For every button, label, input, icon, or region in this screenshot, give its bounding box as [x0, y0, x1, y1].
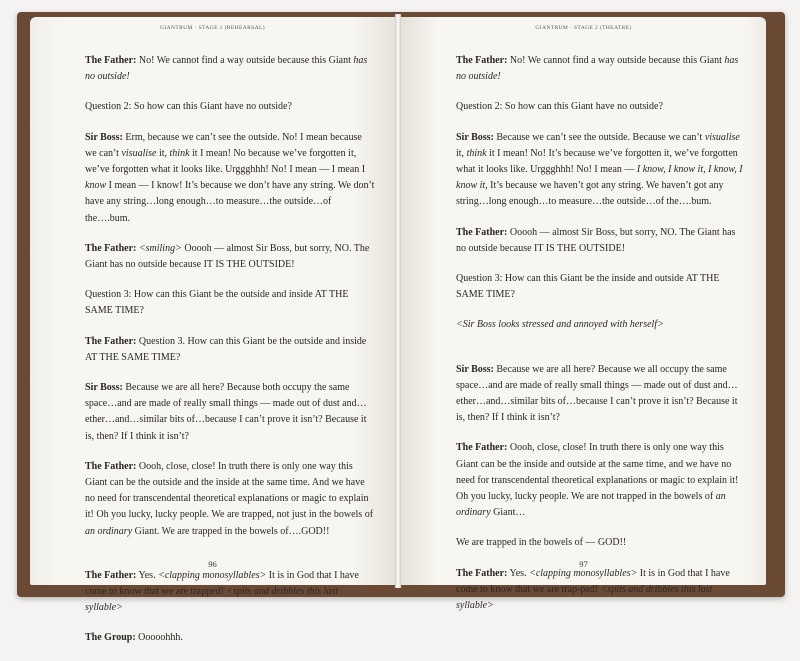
dialogue-text: No! We cannot find a way outside because this Giant — [136, 55, 354, 66]
dialogue-text: It is in God that I have come to know that we are trap-ped! — [456, 567, 730, 595]
dialogue-text: Question 3: How can this Giant be the inside and outside AT THE SAME TIME? — [456, 273, 720, 301]
italic-text: has no outside! — [85, 55, 368, 83]
speaker-name: The Father: — [85, 335, 137, 347]
page-text — [456, 53, 746, 628]
script-paragraph — [456, 99, 746, 115]
dialogue-text: Oooh, close, close! In truth there is only one way this Giant can be the outside and the inside at the same time. And we have no need for transcendental theoretical explanations or magic to explain it! Oh you lucky, lucky people. We are trapped, not just in the bowels of — [85, 460, 374, 521]
page-number: 97 — [579, 559, 588, 569]
dialogue-text: Because we are all here? Because both occupy the same space…and are made of really small things — made out of dust and…ether…and…similar bits of…because I can’t prove it isn’t? Because it is, then? If I think it isn’t? — [85, 382, 367, 442]
dialogue-text: Because we are all here? Because we all occupy the same space…and are made of really small things — made out of dust and…ether…and…similar bits of…because I can’t prove it isn’t? Because it is, then? If I think it isn’t? — [456, 363, 738, 424]
page-number: 96 — [208, 559, 217, 569]
dialogue-text: Yes. — [507, 567, 530, 579]
script-paragraph — [456, 566, 746, 615]
speaker-name: The Father: — [85, 55, 137, 66]
italic-text: I know, I know it, I know, I know it, — [456, 164, 743, 192]
speaker-name: The Father: — [85, 460, 137, 472]
speaker-name: The Father: — [456, 567, 508, 579]
italic-text: visualise — [121, 147, 157, 159]
running-header: GIANTRUM · STAGE 1 (REHEARSAL) — [159, 25, 266, 31]
script-paragraph — [456, 440, 746, 521]
script-paragraph — [456, 362, 746, 427]
dialogue-text: It’s because we haven’t got any string. We haven’t got any string…long enough…to measure…the outside…of the….bum. — [456, 180, 724, 208]
dialogue-text: it I mean! No! It’s because we’ve forgotten it, we’ve forgotten what it looks like. Urggghhh! No! I mean — — [456, 147, 738, 176]
dialogue-text: Erm, because we can’t see the outside. No! I mean because we can’t — [85, 131, 362, 159]
dialogue-text: I mean — I know! It’s because we don’t have any string. We don’t have any string…long enough…to measure…the outside…of the….bum. — [85, 180, 375, 224]
script-paragraph — [456, 271, 746, 303]
italic-text: <smiling> — [138, 242, 182, 254]
speaker-name: Sir Boss: — [456, 131, 494, 143]
script-paragraph — [85, 241, 375, 273]
dialogue-text: it, — [456, 147, 467, 159]
blank-line — [456, 348, 746, 362]
dialogue-text: Question 3. How can this Giant be the outside and inside AT THE SAME TIME? — [85, 335, 367, 363]
italic-text: think — [466, 147, 487, 159]
dialogue-text: it I mean! No because we’ve forgotten it, we’ve forgotten what it looks like. Urggghhh! No! I mean — I mean I — [85, 147, 366, 176]
italic-text: think — [169, 147, 190, 159]
speaker-name: Sir Boss: — [85, 131, 123, 143]
script-paragraph — [456, 53, 746, 85]
dialogue-text: Question 3: How can this Giant be the outside and inside AT THE SAME TIME? — [85, 289, 349, 317]
dialogue-text: Yes. — [136, 569, 159, 581]
script-paragraph — [456, 225, 746, 257]
italic-text: <clapping monosyllables> — [158, 569, 267, 581]
dialogue-text: Oooh, close, close! In truth there is only one way this Giant can be the inside and outside at the same time, and we have no need for transcendental theoretical explanations or magic to explain it! Oh you lucky, lucky people. We are not trapped in the bowels of — [456, 442, 739, 503]
script-paragraph — [85, 99, 375, 115]
dialogue-text: Giant… — [490, 507, 526, 519]
page-text — [85, 53, 375, 661]
script-paragraph — [85, 287, 375, 319]
dialogue-text: Question 2: So how can this Giant have no outside? — [85, 101, 292, 113]
italic-text: an ordinary — [456, 491, 726, 519]
italic-text: <spits and dribbles this last syllable> — [456, 583, 713, 612]
dialogue-text: Giant. We are trapped in the bowels of….GOD!! — [132, 525, 330, 537]
dialogue-text: Ooooh — almost Sir Boss, but sorry, NO. The Giant has no outside because IT IS THE OUTSIDE! — [85, 242, 370, 271]
right-page — [401, 17, 766, 612]
dialogue-text: No! We cannot find a way outside because this Giant — [507, 55, 725, 66]
left-page — [30, 17, 395, 644]
italic-text: has no outside! — [456, 55, 739, 83]
speaker-name: The Father: — [85, 569, 137, 581]
italic-text: <spits and dribbles this last syllable> — [85, 586, 339, 614]
dialogue-text: It is in God that I have come to know that we are trapped! — [85, 569, 359, 598]
italic-text: visualise — [704, 131, 740, 143]
italic-text: know — [85, 180, 107, 192]
dialogue-text: it, — [156, 147, 170, 159]
script-paragraph — [85, 53, 375, 85]
speaker-name: The Group: — [85, 632, 136, 644]
dialogue-text: We are trapped in the bowels of — GOD!! — [456, 537, 627, 549]
dialogue-text: Ooooh — almost Sir Boss, but sorry, NO. The Giant has no outside because IT IS THE OUTSIDE! — [456, 226, 736, 254]
dialogue-text: Ooooohhh. — [135, 632, 183, 644]
italic-text: an ordinary — [85, 525, 133, 537]
script-paragraph — [456, 317, 746, 333]
script-paragraph — [456, 130, 746, 211]
dialogue-text: Because we can’t see the outside. Because we can’t — [493, 131, 705, 143]
speaker-name: The Father: — [456, 226, 508, 238]
speaker-name: Sir Boss: — [456, 363, 494, 375]
script-paragraph — [85, 568, 375, 617]
script-paragraph — [85, 334, 375, 366]
italic-text: <Sir Boss looks stressed and annoyed with herself> — [456, 319, 664, 331]
speaker-name: Sir Boss: — [85, 382, 123, 394]
speaker-name: The Father: — [456, 55, 508, 66]
script-paragraph — [85, 130, 375, 227]
italic-text: <clapping monosyllables> — [529, 567, 638, 579]
speaker-name: The Father: — [85, 242, 137, 254]
speaker-name: The Father: — [456, 442, 508, 454]
dialogue-text: Question 2: So how can this Giant have no outside? — [456, 101, 663, 113]
script-paragraph — [456, 535, 746, 551]
script-paragraph — [85, 630, 375, 646]
script-paragraph — [85, 380, 375, 445]
script-paragraph — [85, 459, 375, 540]
running-header: GIANTRUM · STAGE 2 (THEATRE) — [535, 25, 632, 31]
